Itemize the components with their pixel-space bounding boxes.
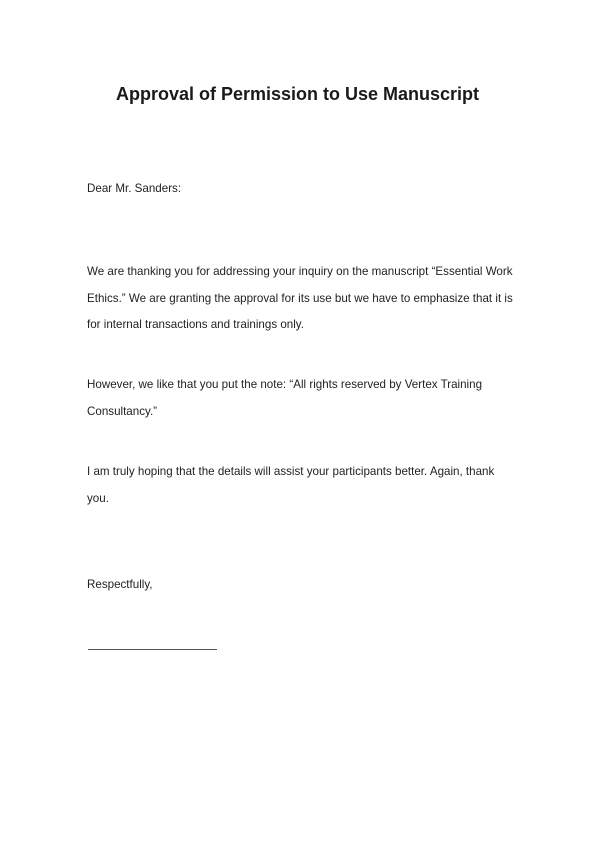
body-paragraph-2: However, we like that you put the note: “All rights reserved by Vertex Training Consultancy.” [87, 378, 483, 418]
letter-title: Approval of Permission to Use Manuscript [115, 84, 480, 104]
signature-line [88, 649, 217, 650]
body-paragraph-3: I am truly hoping that the details will assist your participants better. Again, thank you. [87, 465, 495, 505]
body-paragraph-1: We are thanking you for addressing your inquiry on the manuscript “Essential Work Ethics.” We are granting the approval for its use but we have to emphasize that it is for internal transactions and trainings only. [87, 265, 513, 331]
salutation: Dear Mr. Sanders: [87, 182, 182, 195]
closing: Respectfully, [87, 578, 153, 591]
